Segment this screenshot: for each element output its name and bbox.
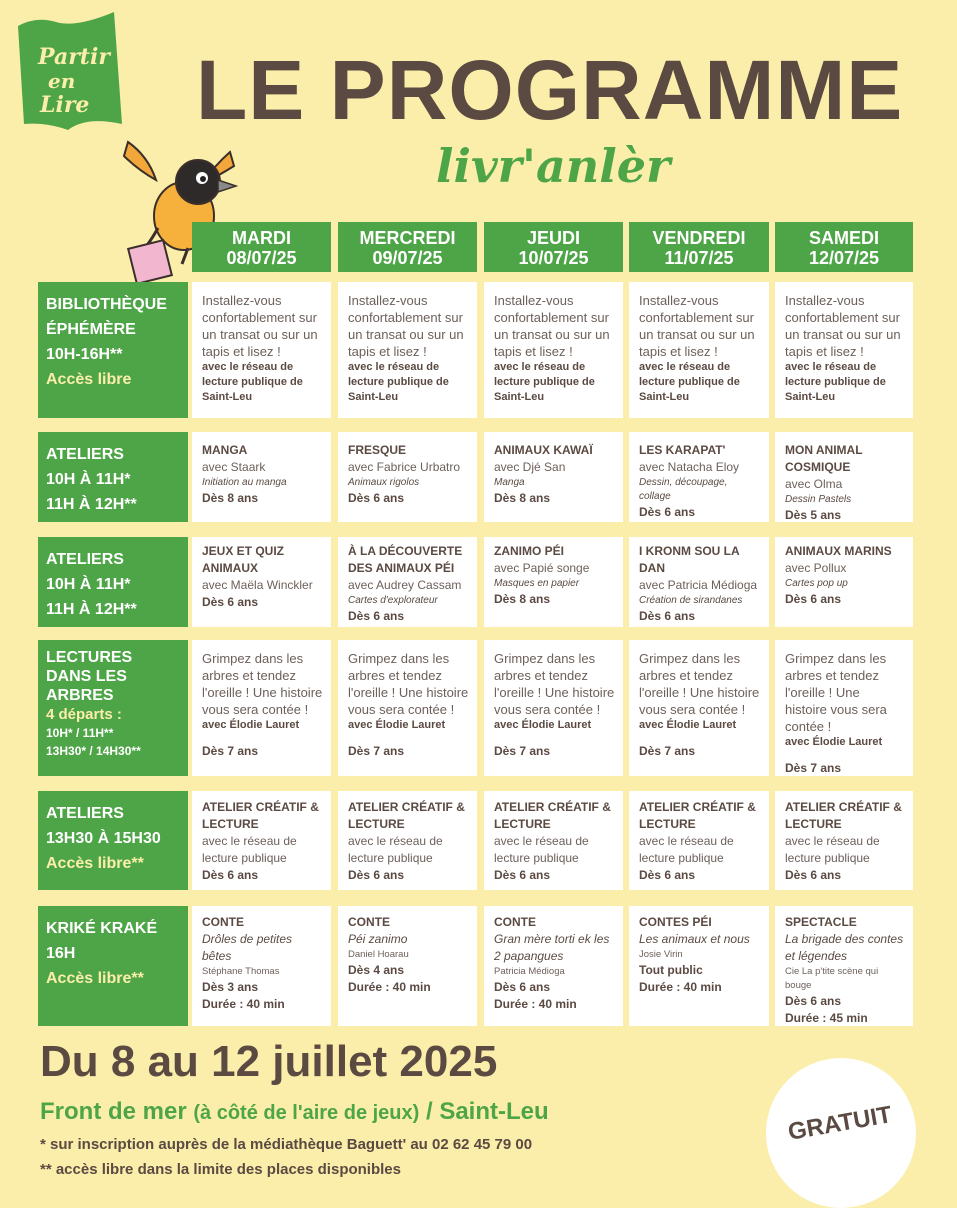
- day-name: MERCREDI: [359, 228, 456, 248]
- cell-title: MON ANIMAL COSMIQUE: [785, 443, 863, 474]
- cell-age: Dès 8 ans: [494, 491, 551, 505]
- row-label: DANS LES: [46, 668, 127, 685]
- cell-text: avec le réseau de lecture publique: [202, 834, 297, 865]
- cell-sub: Les animaux et nous: [639, 932, 750, 946]
- cell-bold: avec Élodie Lauret: [785, 736, 883, 748]
- cell-who: Daniel Hoarau: [348, 949, 409, 960]
- row-label: LECTURES: [46, 649, 133, 666]
- cell-text: avec le réseau de lecture publique: [494, 834, 589, 865]
- cell-lecture: [484, 640, 623, 776]
- cell-age: Dès 7 ans: [202, 744, 259, 758]
- cell-age: Dès 7 ans: [494, 744, 551, 758]
- day-date: 10/07/25: [518, 248, 589, 268]
- cell-title: CONTE: [494, 915, 536, 929]
- cell-age: Dès 6 ans: [494, 980, 551, 994]
- footnote-inscription: * sur inscription auprès de la médiathèque Baguett' au 02 62 45 79 00: [40, 1136, 533, 1153]
- cell-bold: avec le réseau de lecture publique de Saint-Leu: [639, 361, 740, 403]
- cell-bold: avec Élodie Lauret: [348, 719, 446, 731]
- event-venue: [40, 1100, 549, 1124]
- cell-age: Dès 6 ans: [202, 595, 259, 609]
- cell-text: Grimpez dans les arbres et tendez l'oreille ! Une histoire vous sera contée !: [494, 651, 615, 717]
- venue-main: Front de mer: [40, 1098, 194, 1125]
- cell-text: Grimpez dans les arbres et tendez l'oreille ! Une histoire vous sera contée !: [348, 651, 469, 717]
- row-acces: 4 départs :: [46, 706, 122, 723]
- event-dates: Du 8 au 12 juillet 2025: [40, 1037, 498, 1086]
- cell-sub: Animaux rigolos: [348, 477, 420, 488]
- cell-sub: Gran mère torti ek les 2 papangues: [494, 932, 610, 963]
- day-date: 08/07/25: [226, 248, 297, 268]
- row-header-krike: [38, 906, 188, 1026]
- cell-avec: avec Staark: [202, 460, 266, 474]
- cell-biblio: [775, 282, 913, 418]
- cell-title: LES KARAPAT': [639, 443, 726, 457]
- cell-bold: avec le réseau de lecture publique de Saint-Leu: [785, 361, 886, 403]
- day-date: 11/07/25: [664, 248, 734, 268]
- cell-text: Installez-vous confortablement sur un transat ou sur un tapis et lisez !: [202, 293, 318, 359]
- cell-lecture: [192, 640, 331, 776]
- cell-atelier: [775, 432, 913, 522]
- row-label: BIBLIOTHÈQUE: [46, 296, 167, 313]
- cell-age: Tout public: [639, 963, 703, 977]
- gratuit-label: GRATUIT: [785, 1101, 894, 1146]
- cell-age: Dès 6 ans: [639, 609, 696, 623]
- cell-age: Dès 6 ans: [785, 868, 842, 882]
- cell-age: Dès 6 ans: [348, 609, 405, 623]
- row-label: 13H30 À 15H30: [46, 830, 161, 847]
- cell-title: FRESQUE: [348, 443, 407, 457]
- cell-age: Dès 6 ans: [639, 505, 696, 519]
- cell-age: Dès 6 ans: [348, 868, 405, 882]
- cell-biblio: [629, 282, 769, 418]
- cell-sub: Manga: [494, 477, 525, 488]
- day-header-jeudi: [484, 222, 623, 272]
- cell-title: CONTES PÉI: [639, 915, 712, 929]
- day-header-mardi: [192, 222, 331, 272]
- cell-title: ANIMAUX KAWAÏ: [494, 443, 593, 457]
- cell-title: ANIMAUX MARINS: [785, 544, 892, 558]
- cell-duree: Durée : 40 min: [639, 980, 722, 994]
- cell-creatif: [775, 791, 913, 890]
- day-header-vendredi: [629, 222, 769, 272]
- cell-atelier: [775, 537, 913, 627]
- row-label: 10H À 11H*: [46, 576, 131, 593]
- cell-sub: Cartes d'explorateur: [348, 595, 438, 606]
- cell-age: Dès 6 ans: [348, 491, 405, 505]
- cell-title: ZANIMO PÉI: [494, 544, 565, 558]
- row-label: ARBRES: [46, 687, 114, 704]
- cell-bold: avec le réseau de lecture publique de Saint-Leu: [494, 361, 595, 403]
- cell-avec: avec Audrey Cassam: [348, 578, 462, 592]
- cell-avec: avec Fabrice Urbatro: [348, 460, 461, 474]
- cell-avec: avec Olma: [785, 477, 843, 491]
- cell-age: Dès 7 ans: [348, 744, 405, 758]
- cell-avec: avec Djé San: [494, 460, 566, 474]
- cell-avec: avec Natacha Eloy: [639, 460, 740, 474]
- cell-sub: Péi zanimo: [348, 932, 408, 946]
- day-date: 12/07/25: [808, 248, 880, 268]
- row-acces: Accès libre**: [46, 855, 144, 872]
- cell-sub: Cartes pop up: [785, 578, 848, 589]
- cell-text: Grimpez dans les arbres et tendez l'oreille ! Une histoire vous sera contée !: [639, 651, 760, 717]
- venue-detail: (à côté de l'aire de jeux): [193, 1102, 420, 1124]
- cell-age: Dès 7 ans: [785, 761, 842, 775]
- cell-text: avec le réseau de lecture publique: [785, 834, 880, 865]
- cell-text: Installez-vous confortablement sur un transat ou sur un tapis et lisez !: [348, 293, 464, 359]
- cell-age: Dès 7 ans: [639, 744, 696, 758]
- cell-title: À LA DÉCOUVERTE DES ANIMAUX PÉI: [348, 544, 463, 575]
- cell-title: MANGA: [202, 443, 248, 457]
- cell-biblio: [484, 282, 623, 418]
- cell-sub: Dessin, découpage, collage: [639, 477, 728, 502]
- cell-age: Dès 6 ans: [202, 868, 259, 882]
- cell-sub: Initiation au manga: [202, 477, 287, 488]
- row-label: ATELIERS: [46, 446, 124, 463]
- cell-bold: avec Élodie Lauret: [639, 719, 737, 731]
- cell-title: ATELIER CRÉATIF & LECTURE: [202, 800, 319, 831]
- row-header-ateliers-3: [38, 791, 188, 890]
- cell-sub: Dessin Pastels: [785, 494, 852, 505]
- cell-bold: avec le réseau de lecture publique de Saint-Leu: [202, 361, 303, 403]
- cell-age: Dès 6 ans: [639, 868, 696, 882]
- cell-krike: [192, 906, 331, 1026]
- cell-sub: Création de sirandanes: [639, 595, 743, 606]
- cell-creatif: [484, 791, 623, 890]
- cell-text: avec le réseau de lecture publique: [348, 834, 443, 865]
- cell-atelier: [192, 432, 331, 522]
- cell-text: Grimpez dans les arbres et tendez l'oreille ! Une histoire vous sera contée !: [202, 651, 323, 717]
- row-label: ÉPHÉMÈRE: [46, 321, 136, 338]
- cell-atelier: [338, 432, 477, 522]
- cell-lecture: [775, 640, 913, 776]
- footnote-acces-libre: ** accès libre dans la limite des places disponibles: [40, 1161, 401, 1178]
- day-name: JEUDI: [526, 228, 580, 248]
- cell-atelier: [338, 537, 477, 627]
- page-subtitle: livr'anlèr: [436, 139, 671, 193]
- cell-title: ATELIER CRÉATIF & LECTURE: [639, 800, 756, 831]
- cell-sub: Drôles de petites bêtes: [202, 932, 293, 963]
- cell-duree: Durée : 45 min: [785, 1011, 868, 1025]
- cell-age: Dès 6 ans: [494, 868, 551, 882]
- cell-title: JEUX ET QUIZ ANIMAUX: [202, 544, 285, 575]
- row-header-bibliotheque: [38, 282, 188, 418]
- day-header-samedi: [775, 222, 913, 272]
- cell-atelier: [629, 432, 769, 522]
- row-label: KRIKÉ KRAKÉ: [46, 920, 158, 937]
- day-name: VENDREDI: [652, 228, 746, 248]
- cell-who: Cie La p'tite scène qui bouge: [785, 966, 879, 991]
- cell-age: Dès 5 ans: [785, 508, 842, 522]
- cell-lecture: [338, 640, 477, 776]
- cell-age: Dès 8 ans: [202, 491, 259, 505]
- row-label: 10H-16H**: [46, 346, 123, 363]
- cell-duree: Durée : 40 min: [494, 997, 577, 1011]
- day-name: SAMEDI: [808, 228, 879, 248]
- cell-atelier: [629, 537, 769, 627]
- cell-krike: [775, 906, 913, 1026]
- cell-text: Grimpez dans les arbres et tendez l'oreille ! Une histoire vous sera contée !: [785, 651, 887, 734]
- logo-line2: en: [48, 69, 76, 93]
- row-label: 10H À 11H*: [46, 471, 131, 488]
- cell-who: Josie Virin: [639, 949, 683, 960]
- cell-krike: [629, 906, 769, 1026]
- cell-duree: Durée : 40 min: [202, 997, 285, 1011]
- cell-text: Installez-vous confortablement sur un transat ou sur un tapis et lisez !: [639, 293, 755, 359]
- cell-title: ATELIER CRÉATIF & LECTURE: [785, 800, 902, 831]
- day-name: MARDI: [232, 228, 291, 248]
- row-header-lectures: [38, 640, 188, 776]
- cell-krike: [338, 906, 477, 1026]
- cell-age: Dès 6 ans: [785, 592, 842, 606]
- row-time: 10H* / 11H**: [46, 726, 114, 740]
- cell-age: Dès 8 ans: [494, 592, 551, 606]
- cell-title: I KRONM SOU LA DAN: [639, 544, 740, 575]
- cell-lecture: [629, 640, 769, 776]
- row-header-ateliers-1: [38, 432, 188, 522]
- cell-biblio: [192, 282, 331, 418]
- page-title: LE PROGRAMME: [196, 43, 904, 137]
- cell-biblio: [338, 282, 477, 418]
- row-header-ateliers-2: [38, 537, 188, 627]
- cell-creatif: [192, 791, 331, 890]
- cell-text: Installez-vous confortablement sur un transat ou sur un tapis et lisez !: [785, 293, 901, 359]
- gratuit-badge: [766, 1058, 916, 1208]
- cell-krike: [484, 906, 623, 1026]
- row-label: ATELIERS: [46, 805, 124, 822]
- cell-title: SPECTACLE: [785, 915, 857, 929]
- cell-avec: avec Pollux: [785, 561, 847, 575]
- cell-avec: avec Papié songe: [494, 561, 590, 575]
- row-time: 13H30* / 14H30**: [46, 744, 141, 758]
- cell-creatif: [338, 791, 477, 890]
- cell-text: Installez-vous confortablement sur un transat ou sur un tapis et lisez !: [494, 293, 610, 359]
- cell-atelier: [484, 432, 623, 522]
- cell-title: ATELIER CRÉATIF & LECTURE: [494, 800, 611, 831]
- cell-text: avec le réseau de lecture publique: [639, 834, 734, 865]
- cell-who: Patricia Médioga: [494, 966, 565, 977]
- row-acces: Accès libre**: [46, 970, 144, 987]
- cell-bold: avec le réseau de lecture publique de Saint-Leu: [348, 361, 449, 403]
- cell-age: Dès 6 ans: [785, 994, 842, 1008]
- row-label: ATELIERS: [46, 551, 124, 568]
- cell-title: CONTE: [202, 915, 244, 929]
- cell-age: Dès 3 ans: [202, 980, 259, 994]
- cell-bold: avec Élodie Lauret: [494, 719, 592, 731]
- row-label: 16H: [46, 945, 76, 962]
- cell-atelier: [484, 537, 623, 627]
- cell-title: CONTE: [348, 915, 390, 929]
- cell-sub: Masques en papier: [494, 578, 580, 589]
- day-date: 09/07/25: [372, 248, 443, 268]
- venue-city: / Saint-Leu: [419, 1098, 549, 1125]
- row-label: 11H À 12H**: [46, 496, 137, 513]
- day-header-mercredi: [338, 222, 477, 272]
- cell-creatif: [629, 791, 769, 890]
- cell-sub: La brigade des contes et légendes: [785, 932, 904, 963]
- row-acces: Accès libre: [46, 371, 132, 388]
- row-label: 11H À 12H**: [46, 601, 137, 618]
- cell-avec: avec Patricia Médioga: [639, 578, 758, 592]
- cell-title: ATELIER CRÉATIF & LECTURE: [348, 800, 465, 831]
- cell-bold: avec Élodie Lauret: [202, 719, 300, 731]
- cell-avec: avec Maëla Winckler: [202, 578, 313, 592]
- logo-line3: Lire: [40, 92, 90, 118]
- cell-atelier: [192, 537, 331, 627]
- cell-age: Dès 4 ans: [348, 963, 405, 977]
- logo-line1: Partir: [38, 44, 110, 70]
- cell-duree: Durée : 40 min: [348, 980, 431, 994]
- cell-who: Stéphane Thomas: [202, 966, 280, 977]
- partir-en-lire-logo: [16, 12, 126, 136]
